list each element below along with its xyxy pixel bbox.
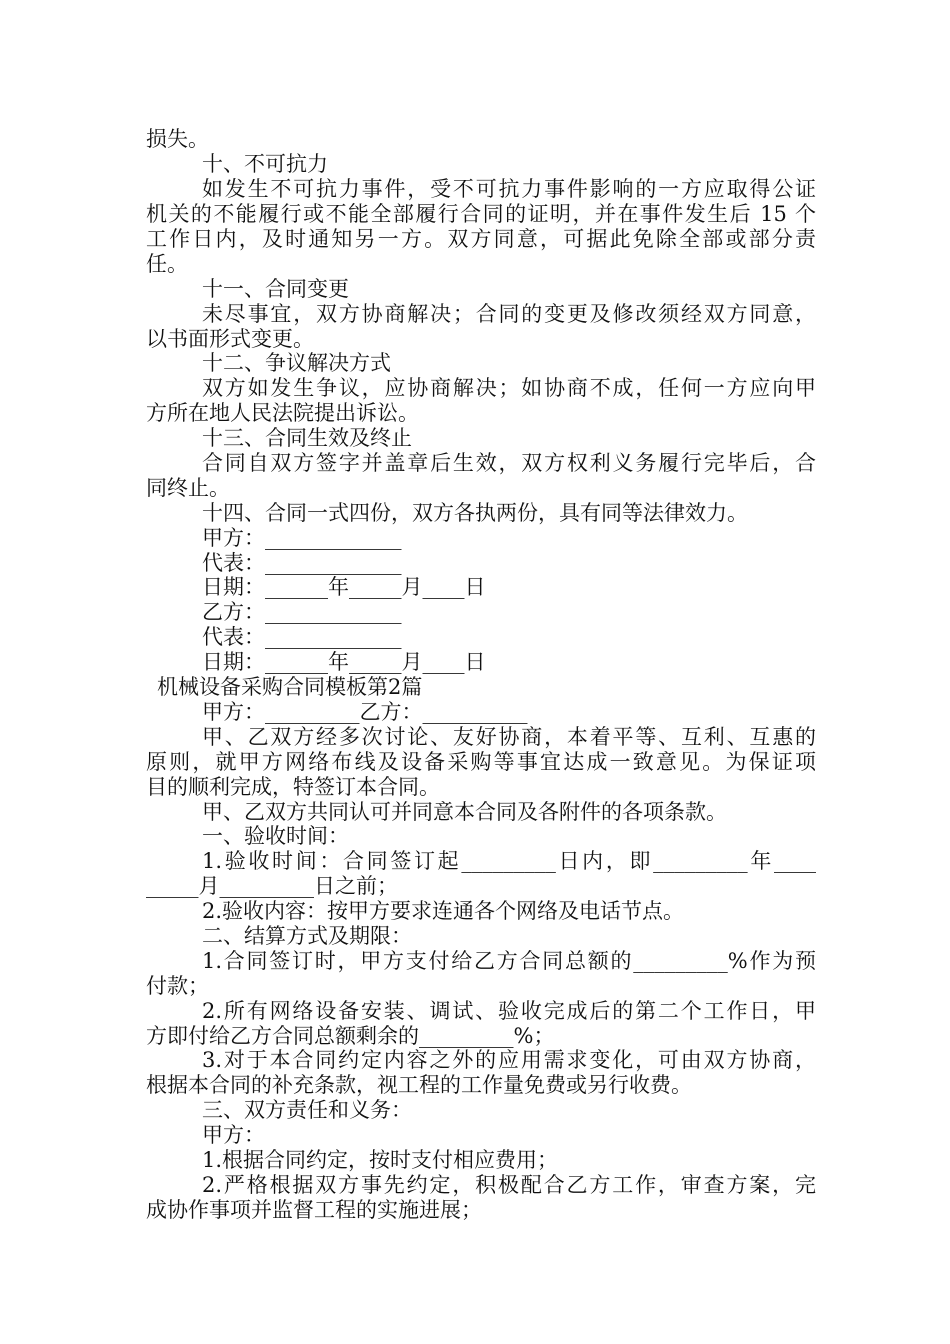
text-line: 以书面形式变更。 [146,327,314,351]
section-heading: 十一、合同变更 [202,277,349,301]
text-line: 3.对于本合同约定内容之外的应用需求变化，可由双方协商， [202,1048,816,1072]
text-line: 1.合同签订时，甲方支付给乙方合同总额的_________%作为预 [202,949,816,973]
text-line: 损失。 [146,127,209,151]
text-line: 同终止。 [146,476,230,500]
section-heading: 十二、争议解决方式 [202,351,391,375]
section-heading: 三、双方责任和义务： [202,1098,412,1122]
section-heading: 二、结算方式及期限： [202,924,412,948]
party-field: 甲方：_________乙方：__________ [202,700,528,724]
text-line: 如发生不可抗力事件，受不可抗力事件影响的一方应取得公证 [202,177,816,201]
signature-field: 乙方：_____________ [202,600,402,624]
text-line: 未尽事宜，双方协商解决；合同的变更及修改须经双方同意， [202,302,816,326]
text-line: 甲、乙双方共同认可并同意本合同及各附件的各项条款。 [202,800,727,824]
text-line: 2.所有网络设备安装、调试、验收完成后的第二个工作日，甲 [202,999,816,1023]
text-line: 成协作事项并监督工程的实施进展； [146,1198,482,1222]
signature-field: 代表：_____________ [202,551,402,575]
text-line: 1.验收时间：合同签订起_________日内，即_________年____ [202,849,816,873]
section-heading: 十、不可抗力 [202,152,328,176]
text-line: 方所在地人民法院提出诉讼。 [146,401,419,425]
text-line: 方即付给乙方合同总额剩余的_________%； [146,1024,555,1048]
text-line: 付款； [146,974,209,998]
section-heading: 一、验收时间： [202,824,349,848]
text-line: 2.严格根据双方事先约定，积极配合乙方工作，审查方案，完 [202,1173,816,1197]
text-line: 甲方： [202,1123,265,1147]
text-line: 原则，就甲方网络布线及设备采购等事宜达成一致意见。为保证项 [146,750,816,774]
text-line: 工作日内，及时通知另一方。双方同意，可据此免除全部或部分责 [146,227,816,251]
text-line: 双方如发生争议，应协商解决；如协商不成，任何一方应向甲 [202,376,816,400]
text-line: 根据本合同的补充条款，视工程的工作量免费或另行收费。 [146,1073,692,1097]
text-line: 合同自双方签字并盖章后生效，双方权利义务履行完毕后，合 [202,451,816,475]
text-line: 1.根据合同约定，按时支付相应费用； [202,1148,559,1172]
date-field: 日期：______年_____月____日 [202,650,486,674]
document-title: 机械设备采购合同模板第2篇 [157,675,423,699]
section-heading: 十三、合同生效及终止 [202,426,412,450]
text-line: 甲、乙双方经多次讨论、友好协商，本着平等、互利、互惠的 [202,725,816,749]
text-line: 2.验收内容：按甲方要求连通各个网络及电话节点。 [202,899,685,923]
signature-field: 甲方：_____________ [202,526,402,550]
text-line: _____月_________日之前； [146,874,398,898]
text-line: 机关的不能履行或不能全部履行合同的证明，并在事件发生后 15 个 [146,202,816,226]
text-line: 任。 [146,252,188,276]
signature-field: 代表：_____________ [202,625,402,649]
date-field: 日期：______年_____月____日 [202,575,486,599]
text-line: 十四、合同一式四份，双方各执两份，具有同等法律效力。 [202,501,748,525]
text-line: 目的顺利完成，特签订本合同。 [146,775,440,799]
